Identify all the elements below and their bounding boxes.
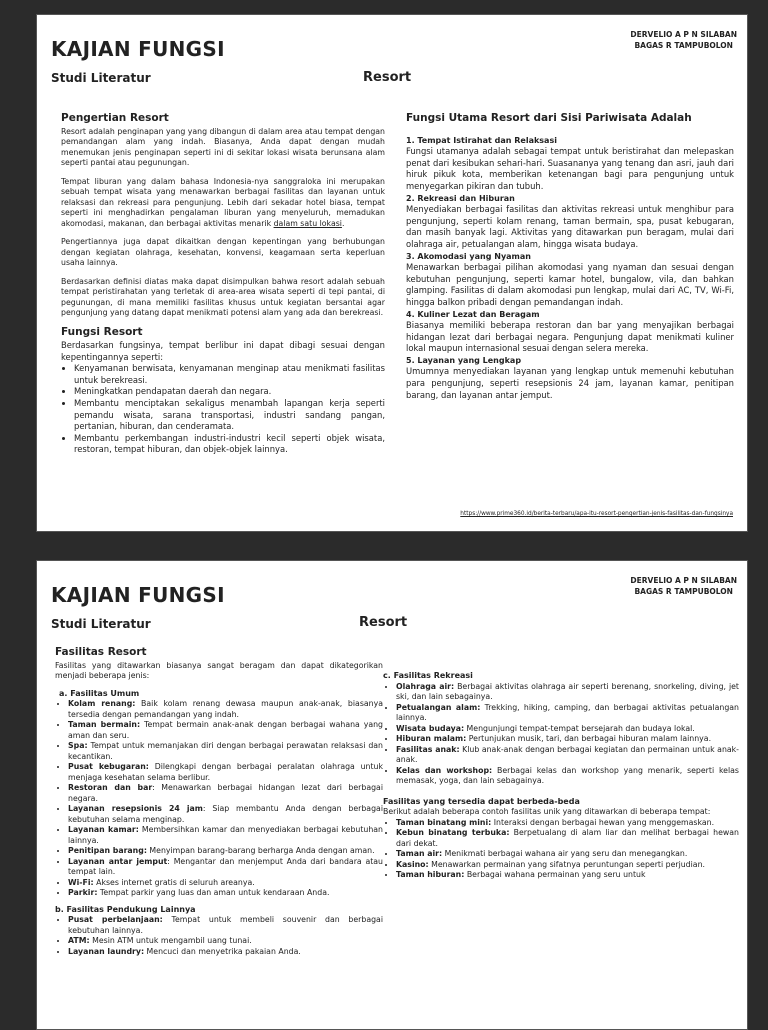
left-column <box>55 647 383 963</box>
item-label: Spa: <box>68 741 88 750</box>
list-item <box>68 846 383 857</box>
item-text: Biasanya memiliki beberapa restoran dan bar yang menyajikan berbagai hidangan lezat dari berbagai negara. Pengunjung dapat menikmati kuliner lokal maupun internasional sesuai dengan selera mereka. <box>406 320 734 354</box>
subsection-heading: a. Fasilitas Umum <box>59 688 140 698</box>
item-text: Tempat untuk membeli souvenir dan berbagai kebutuhan lainnya. <box>68 915 383 935</box>
fasilitas-unik-list <box>383 818 739 881</box>
list-item <box>68 936 383 947</box>
item-label: Taman air: <box>396 849 443 858</box>
item-text: Menyimpan barang-barang berharga Anda dengan aman. <box>146 846 375 855</box>
list-item <box>396 860 739 871</box>
list-item <box>406 251 734 309</box>
list-item <box>68 804 383 825</box>
item-text: Mengunjungi tempat-tempat bersejarah dan budaya lokal. <box>464 723 695 733</box>
paragraph: Pengertiannya juga dapat dikaitkan dengan kepentingan yang berhubungan dengan kegiatan olahraga, kesehatan, konvensi, keagamaan serta keperluan usaha lainnya. <box>61 237 385 267</box>
item-text: : Menawarkan berbagai hidangan lezat dari berbagai negara. <box>68 783 384 803</box>
paragraph: Berikut adalah beberapa contoh fasilitas unik yang ditawarkan di beberapa tempat: <box>383 807 711 816</box>
paragraph-text: Tempat liburan yang dalam bahasa Indonesia-nya sanggraloka ini merupakan sebuah tempat wisata yang menawarkan berbagai fasilitas dan layanan untuk relaksasi dan rekreasi para pengunjung. Lebih dari sekadar hotel biasa, tempat seperti ini menghadirkan pengalaman liburan yang menyeluruh, memadukan akomodasi, makanan, dan berbagai aktivitas menarik <box>61 176 385 228</box>
item-text: Fungsi utamanya adalah sebagai tempat untuk beristirahat dan melepaskan penat dari kesibukan sehari-hari. Suasananya yang tenang dan asri, jauh dari hiruk pikuk kota, memberikan ketenangan bagi para pengunjung untuk menyegarkan pikiran dan tubuh. <box>406 146 734 191</box>
right-column <box>406 113 734 401</box>
list-item: • Membantu menciptakan sekaligus menambah lapangan kerja seperti pemandu wisata, sarana transportasi, industri sandang pangan, pertanian, hiburan, dan cenderamata. <box>74 398 385 433</box>
paragraph: Berdasarkan definisi diatas maka dapat disimpulkan bahwa resort adalah sebuah tempat peristirahatan yang terletak di area-area wisata seperti di tepi pantai, di pegunungan, di mana memiliki fasilitas khusus untuk kegiatan bersantai agar pengunjung yang datang dapat menikmati potensi alam yang ada dan berekreasi. <box>61 276 385 317</box>
author-name: DERVELIO A P N SILABAN <box>630 576 737 585</box>
list-item <box>68 915 383 936</box>
list-item <box>396 682 739 703</box>
list-item: • Meningkatkan pendapatan daerah dan negara. <box>74 386 385 398</box>
list-item <box>68 888 383 899</box>
paragraph: Resort adalah penginapan yang yang dibangun di dalam area atau tempat dengan pemandangan alam yang indah. Biasanya, Anda dapat dengan mudah menemukan jenis penginapan seperti ini di sekitar lokasi wisata berunsana alam seperti pantai atau pegunungan. <box>61 126 385 167</box>
item-text: Berbagai aktivitas olahraga air seperti berenang, snorkeling, diving, jet ski, dan lain sebagainya. <box>396 681 739 701</box>
item-label: Layanan kamar: <box>68 825 139 834</box>
item-text: Berpetualang di alam liar dan melihat berbagai hewan dari dekat. <box>396 828 739 848</box>
list-item <box>68 857 383 878</box>
right-column <box>383 671 739 887</box>
paragraph <box>61 177 385 230</box>
item-label: ATM: <box>68 936 90 945</box>
item-label: Restoran dan bar <box>68 783 153 792</box>
section-heading: Fungsi Resort <box>61 325 143 338</box>
list-item <box>396 849 739 860</box>
item-text: : Mengantar dan menjemput Anda dari bandara atau tempat lain. <box>68 856 383 876</box>
list-item <box>396 734 739 745</box>
list-item <box>68 947 383 958</box>
fungsi-list <box>61 363 385 456</box>
fasilitas-rekreasi-list <box>383 682 739 787</box>
list-item <box>68 741 383 762</box>
slide-page-1 <box>36 14 748 532</box>
item-label: Wisata budaya: <box>396 723 465 733</box>
list-item <box>68 762 383 783</box>
section-heading: Fasilitas Resort <box>55 646 147 658</box>
section-heading: Pengertian Resort <box>61 112 169 124</box>
item-title: 4. Kuliner Lezat dan Beragam <box>406 309 540 319</box>
item-label: Taman hiburan: <box>396 870 465 879</box>
list-item <box>406 309 734 355</box>
item-label: Pusat kebugaran: <box>68 762 149 771</box>
item-text: Tempat parkir yang luas dan aman untuk kendaraan Anda. <box>97 888 330 897</box>
section-heading: Fungsi Utama Resort dari Sisi Pariwisata Adalah <box>406 112 692 124</box>
item-text: Berbagai wahana permainan yang seru untuk <box>464 870 646 879</box>
inline-link[interactable]: dalam satu lokasi <box>273 218 342 228</box>
author-block <box>630 29 737 51</box>
item-text: Tempat bermain anak-anak dengan berbagai wahana yang aman dan seru. <box>68 720 384 740</box>
list-item <box>396 828 739 849</box>
item-label: Taman binatang mini: <box>396 817 492 827</box>
item-label: Olahraga air: <box>396 681 455 691</box>
item-label: Parkir: <box>68 888 98 897</box>
item-label: Petualangan alam: <box>396 702 481 712</box>
item-title: 5. Layanan yang Lengkap <box>406 355 522 365</box>
item-text: Interaksi dengan berbagai hewan yang menggemaskan. <box>491 817 715 827</box>
item-title: 2. Rekreasi dan Hiburan <box>406 193 515 203</box>
list-item <box>396 724 739 735</box>
item-text: Klub anak-anak dengan berbagai kegiatan dan permainan untuk anak-anak. <box>396 744 739 764</box>
list-item <box>406 193 734 251</box>
source-link[interactable]: https://www.prime360.id/berita-terbaru/apa-itu-resort-pengertian-jenis-fasilitas-dan-fungsinya <box>460 511 733 517</box>
item-text: Trekking, hiking, camping, dan berbagai aktivitas petualangan lainnya. <box>396 702 739 722</box>
item-text: Akses internet gratis di seluruh areanya. <box>93 877 255 887</box>
author-name: DERVELIO A P N SILABAN <box>630 30 737 39</box>
item-text: Membersihkan kamar dan menyediakan berbagai kebutuhan lainnya. <box>68 825 383 845</box>
item-text: Dilengkapi dengan berbagai peralatan olahraga untuk menjaga kesehatan selama berlibur. <box>68 762 383 782</box>
page-title: KAJIAN FUNGSI <box>51 37 225 61</box>
item-label: Kebun binatang terbuka: <box>396 828 510 837</box>
item-text: Menyediakan berbagai fasilitas dan aktivitas rekreasi untuk menghibur para pengunjung, seperti kolam renang, taman bermain, spa, pusat kebugaran, dan masih banyak lagi. Aktivitas yang ditawarkan pun beragam, mulai dari olahraga air, petualangan alam, hingga wisata budaya. <box>406 204 734 249</box>
item-label: Layanan laundry: <box>68 946 145 956</box>
item-text: Tempat untuk memanjakan diri dengan berbagai perawatan relaksasi dan kecantikan. <box>68 741 383 761</box>
page-topic: Resort <box>363 70 412 85</box>
list-item <box>406 355 734 401</box>
author-name: BAGAS R TAMPUBOLON <box>634 587 733 596</box>
slide-page-2 <box>36 560 748 1030</box>
item-text: Berbagai kelas dan workshop yang menarik, seperti kelas memasak, yoga, dan lain sebagainya. <box>396 765 739 785</box>
page-title: KAJIAN FUNGSI <box>51 583 225 607</box>
item-text: Baik kolam renang dewasa maupun anak-anak, biasanya tersedia dengan pemandangan yang indah. <box>68 699 383 719</box>
author-block <box>630 575 737 597</box>
list-item <box>396 703 739 724</box>
fasilitas-umum-list <box>55 699 383 899</box>
item-title: 3. Akomodasi yang Nyaman <box>406 251 531 261</box>
item-label: Layanan antar jemput <box>68 856 168 866</box>
subsection-heading: c. Fasilitas Rekreasi <box>383 671 473 680</box>
item-label: Fasilitas anak: <box>396 744 460 754</box>
paragraph: Berdasarkan fungsinya, tempat berlibur ini dapat dibagi sesuai dengan kepentingannya seperti: <box>61 340 385 362</box>
paragraph: Fasilitas yang ditawarkan biasanya sangat beragam dan dapat dikategorikan menjadi beberapa jenis: <box>55 660 383 680</box>
item-label: Wi-Fi: <box>68 877 94 887</box>
list-item <box>396 870 739 881</box>
item-label: Layanan resepsionis 24 jam <box>68 804 203 813</box>
list-item <box>68 720 383 741</box>
paragraph-text: . <box>341 218 345 228</box>
item-label: Kelas dan workshop: <box>396 765 493 775</box>
list-item <box>396 818 739 829</box>
item-title: 1. Tempat Istirahat dan Relaksasi <box>406 135 557 145</box>
item-label: Kasino: <box>396 859 429 869</box>
left-column <box>61 113 385 462</box>
list-item <box>68 783 383 804</box>
page-subtitle: Studi Literatur <box>51 617 151 631</box>
list-item: • Kenyamanan berwisata, kenyamanan menginap atau menikmati fasilitas untuk berekreasi. <box>74 363 385 386</box>
item-text: Pertunjukan musik, tari, dan berbagai hiburan malam lainnya. <box>466 734 712 743</box>
item-text: Menikmati berbagai wahana air yang seru dan menegangkan. <box>442 849 688 858</box>
item-text: Umumnya menyediakan layanan yang lengkap untuk memenuhi kebutuhan para pengunjung, seperti resepsionis 24 jam, layanan kamar, penitipan barang, dan layanan antar jemput. <box>406 366 734 400</box>
list-item: • Membantu perkembangan industri-industri kecil seperti objek wisata, restoran, tempat hiburan, dan objek-objek lainnya. <box>74 433 385 456</box>
item-label: Kolam renang: <box>68 699 136 708</box>
list-item <box>396 745 739 766</box>
author-name: BAGAS R TAMPUBOLON <box>634 41 733 50</box>
subsection-heading: b. Fasilitas Pendukung Lainnya <box>55 904 196 914</box>
fasilitas-pendukung-list <box>55 915 383 957</box>
list-item <box>68 699 383 720</box>
page-topic: Resort <box>359 615 408 630</box>
list-item <box>406 135 734 193</box>
item-text: Menawarkan permainan yang sifatnya peruntungan seperti perjudian. <box>428 859 705 869</box>
page-subtitle: Studi Literatur <box>51 71 151 85</box>
item-text: Menawarkan berbagai pilihan akomodasi yang nyaman dan sesuai dengan kebutuhan pengunjung, seperti kamar hotel, bungalow, vila, dan bahkan glamping. Fasilitas di dalam akomodasi pun lengkap, mulai dari AC, TV, Wi-Fi, hingga balkon pribadi dengan pemandangan indah. <box>406 262 734 307</box>
subsection-heading: Fasilitas yang tersedia dapat berbeda-beda <box>383 796 580 806</box>
item-label: Hiburan malam: <box>396 734 467 743</box>
list-item <box>68 878 383 889</box>
item-label: Pusat perbelanjaan: <box>68 915 163 924</box>
item-label: Penitipan barang: <box>68 846 147 855</box>
item-text: : Siap membantu Anda dengan berbagai kebutuhan selama menginap. <box>68 804 383 824</box>
item-label: Taman bermain: <box>68 720 141 729</box>
list-item <box>396 766 739 787</box>
item-text: Mesin ATM untuk mengambil uang tunai. <box>89 936 252 945</box>
item-text: Mencuci dan menyetrika pakaian Anda. <box>144 946 301 956</box>
list-item <box>68 825 383 846</box>
